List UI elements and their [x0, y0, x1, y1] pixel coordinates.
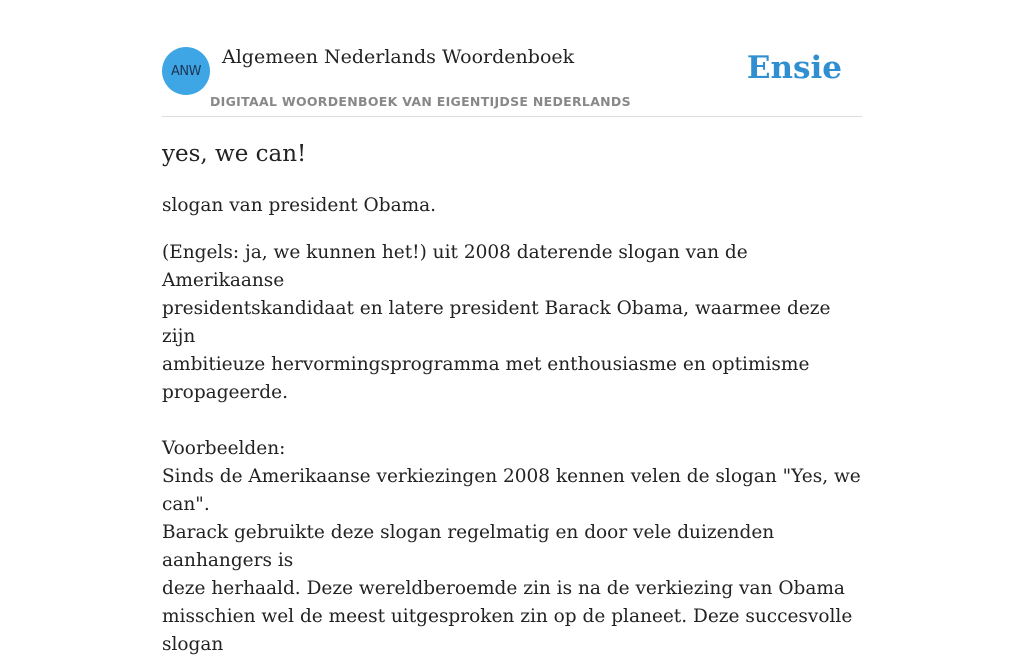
entry-summary: slogan van president Obama. [162, 195, 437, 216]
anw-logo[interactable]: ANW [162, 47, 210, 95]
paragraph-spacer [162, 407, 862, 435]
definition-line: presidentskandidaat en latere president Barack Obama, waarmee deze zijn [162, 298, 831, 347]
examples-label: Voorbeelden: [162, 438, 286, 459]
example-line: Sinds de Amerikaanse verkiezingen 2008 kennen velen de slogan "Yes, we can". [162, 466, 861, 515]
entry-body [162, 239, 862, 659]
ensie-logo-link[interactable]: Ensie [746, 50, 842, 86]
example-line: deze herhaald. Deze wereldberoemde zin is na de verkiezing van Obama [162, 578, 845, 599]
entry-headword: yes, we can! [162, 141, 307, 167]
definition-line: (Engels: ja, we kunnen het!) uit 2008 daterende slogan van de Amerikaanse [162, 242, 748, 291]
example-line: misschien wel de meest uitgesproken zin op de planeet. Deze succesvolle slogan [162, 606, 853, 655]
definition-line: ambitieuze hervormingsprogramma met enthousiasme en optimisme [162, 354, 810, 375]
definition-line: propageerde. [162, 382, 288, 403]
page-container [162, 0, 862, 655]
site-title[interactable]: Algemeen Nederlands Woordenboek [222, 46, 575, 68]
example-line: Barack gebruikte deze slogan regelmatig en door vele duizenden aanhangers is [162, 522, 775, 571]
site-header [162, 0, 862, 117]
site-subtitle: DIGITAAL WOORDENBOEK VAN EIGENTIJDSE NEDERLANDS [210, 94, 631, 109]
